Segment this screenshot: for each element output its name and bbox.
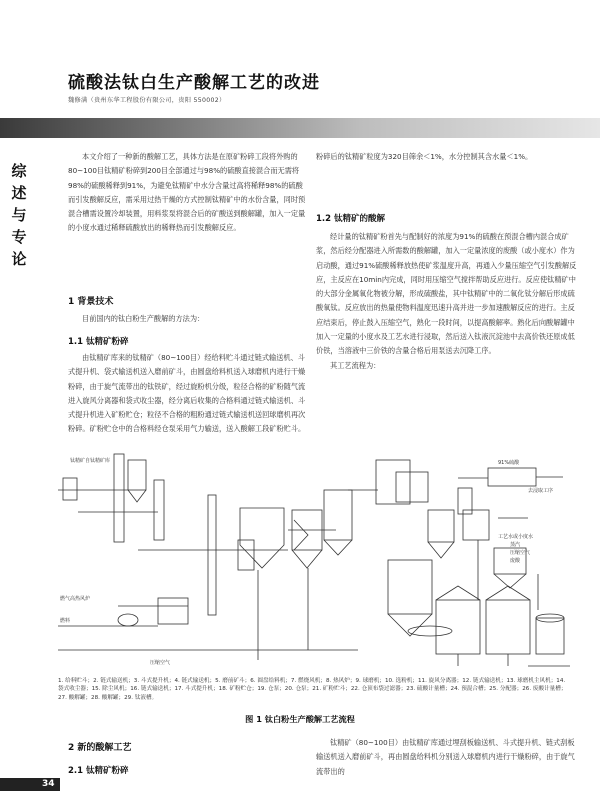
label-acid91: 91%硫酸 [498,460,520,466]
para-1-2-end: 其工艺流程为： [330,360,381,370]
para-1-1-cont [316,150,578,164]
para-1-1-cont-text: 粉碎后的钛精矿粒度为320目筛余＜1%，水分控制其含水量＜1%。 [316,152,533,161]
section-tag [8,160,30,270]
header-band [0,118,600,138]
para-1-2-text: 经计量的钛精矿粉首先与配制好的浓度为91%的硫酸在预混合槽内混合成矿浆，然后经分配器进入所需数的酸解罐，加入一定量浓度的废酸（或小度水）作为启动酸，通过91%硫酸稀释放热使矿浆温度升高，再通入少量压缩空气引发酸解反应，主反应在10min内完成，同时用压缩空气搅拌帮助反应进行。反应使钛精矿中的大部分金属氧化物被分解，形成硫酸盐，其中钛精矿中的二氧化钛分解后形成硫酸氧钛。反应放出的热量使物料温度迅速升高并进一步加速酸解反应的进行。主反应结束后，停止鼓入压缩空气，熟化一段时间，以提高酸解率。熟化后向酸解罐中加入一定量的小度水及工艺水进行浸取，然后送入钛液沉淀池中去高价铁还原成低价铁，当溶液中三价铁的含量合格后用泵送去沉降工序。 [316,232,577,356]
label-waste-acid: 废酸 [510,558,521,564]
heading-1-2: 1.2 钛精矿的酸解 [316,214,386,224]
page-number: 34 [0,778,60,791]
para-1-2 [316,230,578,373]
article-title: 硫酸法钛白生产酸解工艺的改进 [68,73,320,93]
label-to-leach: 去浸取工序 [528,488,554,494]
label-proc-water: 工艺水或小度水 [498,534,534,540]
label-ore-in: 钛精矿自钛精矿库 [70,458,111,464]
new-process-heading: 2 新的酸解工艺 [68,743,132,753]
label-steam: 蒸汽 [510,542,521,548]
section-tag-char: 与 [11,206,27,224]
section-tag-char: 论 [11,250,27,268]
label-comp-air2: 压缩空气 [510,550,531,556]
heading-1-1: 1.1 钛精矿粉碎 [68,337,129,347]
para-1-1 [68,351,308,437]
section-tag-char: 专 [11,228,27,246]
para-2-1-text: 钛精矿（80~100目）由钛精矿库通过埋刮板输送机、斗式提升机、链式刮板输送机送入磨前矿斗，再由圆盘给料机分别送入球磨机内进行干燥粉碎，由于旋气流带出的 [316,738,575,776]
para-2-1 [316,736,578,791]
heading-2-1: 2.1 钛精矿粉碎 [68,766,129,776]
process-flow-diagram [58,450,570,672]
background-intro-text: 目前国内的钛白粉生产酸解的方法为： [82,314,205,323]
figure-legend: 1. 给料贮斗；2. 链式输送机；3. 斗式提升机；4. 链式输送机；5. 磨前矿斗；6. 圆盘给料机；7. 燃烧风机；8. 热风炉；9. 球磨机；10. 选粉机；11. 旋风分离器；12. 链式输送机；13. 球磨机主风机；14. 袋式收尘器；15. 除尘风机；16. 链式输送机；17. 斗式提升机；18. 矿粉贮仓；19. 仓泵；20. 仓泵；21. 矿粉贮斗；22. 仓顶布袋过滤器；23. 硫酸计量槽；24. 预混合槽；25. 分配器；26. 废酸计量槽；27. 酸解罐；28. 酸解罐；29. 钛液槽。 [58,678,567,701]
abstract [68,150,308,236]
label-air: 压缩空气 [150,660,171,666]
section-tag-char: 述 [11,184,27,202]
background-intro [68,312,308,326]
figure-caption: 图 1 钛白粉生产酸解工艺流程 [245,714,355,724]
label-fuel: 燃料 [60,618,71,624]
label-gas-top: 燃气高热风炉 [60,596,91,602]
para-1-1-text: 由钛精矿库来的钛精矿（80~100目）经给料贮斗通过链式输送机、斗式提升机、袋式输送机送入磨前矿斗，由圆盘给料机送入球磨机内进行干燥粉碎，由于旋气流带出的钛铁矿，经过旋粉机分级，粒径合格的矿粉随气流进入旋风分离器和袋式收尘器，经分离后收集的合格料通过链式输送机、斗式提升机进入矿粉贮仓；粒径不合格的粗粉通过链式输送机送回球磨机再次粉碎。矿粉贮仓中的合格料经仓泵采用气力输送，送入酸解工段矿粉贮斗。 [68,353,306,434]
author-line: 魏修满（贵州东华工程股份有限公司，贵阳 550002） [68,97,226,104]
background-heading: 1 背景技术 [68,297,114,307]
abstract-text: 本文介绍了一种新的酸解工艺，具体方法是在原矿粉碎工段将外购的80~100目钛精矿粉碎到200目全部通过与98%的硫酸直接混合而无需将98%的硫酸稀释到91%，为避免钛精矿中水分含量过高将稀释98%的硫酸而引发酸解反应，需采用过热干燥的方式控制钛精矿中的水份含量，同时预混合槽需设置冷却装置，用料浆泵将混合后的矿酸送到酸解罐，加入一定量的小度水通过稀释硫酸放出的稀释热而引发酸解反应。 [68,152,306,233]
section-tag-char: 综 [11,162,27,180]
